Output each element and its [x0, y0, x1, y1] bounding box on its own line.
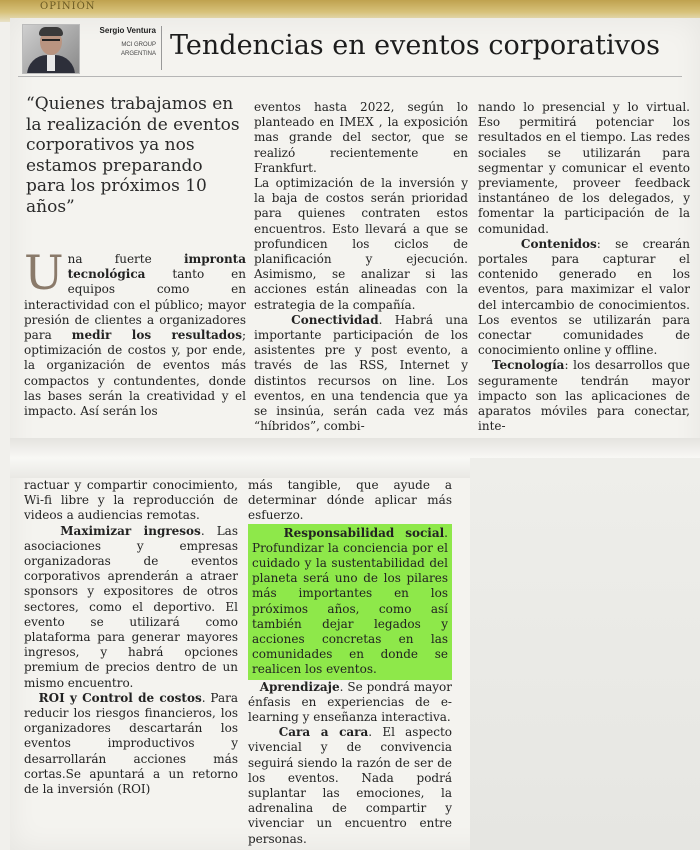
- lower-column-2: [248, 478, 452, 847]
- lead-bold-1: impronta tecnológica: [67, 252, 246, 282]
- col2-optimizacion: La optimización de la inversión y la baja de costos serán prioridad para quienes contraten estos encuentros. Esto llevará a que se profundicen los ciclos de planificación y ejecución. Asimismo, se analizar si las acciones están alineadas con la estrategia de la compañía.: [254, 176, 468, 312]
- responsabilidad-text: . Profundizar la conciencia por el cuidado y la sustentabilidad del planeta será uno de los pilares más importantes en los próximos años, como así también dejar legados y acciones concretas en las comunidades en donde se realicen los eventos.: [252, 525, 448, 677]
- roi-title: ROI y Control de costos: [38, 690, 202, 705]
- conectividad-text: . Habrá una importante participación de los asistentes pre y post evento, a través de las RSS, Internet y distintos recursos on line. Los eventos, en una tendencia que ya se insinúa, serán cada vez más “híbridos”, combi-: [254, 312, 468, 434]
- article-header: [18, 22, 698, 78]
- lower2-cara: [248, 725, 452, 847]
- author-name: Sergio Ventura: [99, 26, 156, 35]
- col3-intro: nando lo presencial y lo virtual. Eso permitirá potenciar los resultados en el tiempo. Las redes sociales se utilizarán para segmentar y comunicar el evento previamente, proveer feedback instantáneo de los delegados, y fomentar la participación de la comunidad.: [478, 100, 690, 236]
- responsabilidad-highlight: [248, 524, 452, 680]
- header-rule: [18, 76, 682, 77]
- author-org: [82, 41, 156, 59]
- responsabilidad-title: Responsabilidad social: [283, 525, 445, 540]
- lower1-intro: ractuar y compartir conocimiento, Wi-fi libre y la reproducción de videos a audiencias remotas.: [24, 478, 238, 523]
- col2-conectividad: [254, 313, 468, 435]
- lead-text-1: na fuerte: [67, 252, 184, 266]
- col2-intro: eventos hasta 2022, según lo planteado en IMEX , la exposición mas grande del sector, que se realizó recientemente en Frankfurt.: [254, 100, 468, 175]
- column-3: [478, 100, 690, 434]
- lower1-maximizar: [24, 524, 238, 691]
- blank-area: [470, 458, 700, 850]
- cara-title: Cara a cara: [278, 725, 369, 740]
- lead-text-2: tanto en equipos como en interactividad con el público; mayor presión de clientes a organizadores para: [24, 267, 246, 343]
- maximizar-title: Maximizar ingresos: [60, 523, 201, 538]
- lower1-roi: [24, 691, 238, 797]
- lower2-aprendizaje: [248, 680, 452, 726]
- drop-cap: U: [24, 246, 64, 301]
- col3-contenidos: [478, 237, 690, 359]
- author-byline: [82, 26, 156, 59]
- cara-text: . El aspecto vivencial y de convivencia seguirá siendo la razón de ser de los eventos. Nada podrá suplantar las emociones, la adrenalina de compartir y vivenciar un encuentro entre personas.: [248, 725, 453, 846]
- lead-bold-2: medir los resultados: [71, 328, 242, 343]
- aprendizaje-title: Aprendizaje: [259, 679, 340, 694]
- pull-quote: “Quienes trabajamos en la realización de eventos corporativos ya nos estamos preparando para los próximos 10 años”: [26, 94, 240, 217]
- column-2: [254, 100, 468, 434]
- lead-paragraph: [24, 246, 246, 419]
- lead-text-3: ; optimización de costos y, por ende, la organización de eventos más compactos y contundentes, donde las bases serán la creatividad y el impacto. Así serán los: [24, 328, 246, 419]
- col3-tecnologia: [478, 358, 690, 434]
- aprendizaje-text: . Se pondrá mayor énfasis en experiencias de e-learning y enseñanza interactiva.: [248, 679, 452, 725]
- maximizar-text: . Las asociaciones y empresas organizadoras de eventos corporativos aprenderán a atraer sponsors y expositores de otros sectores, como el deportivo. El evento se utilizará como plataforma para generar mayores ingresos, y habrá opciones premium de precios dentro de un mismo encuentro.: [24, 523, 238, 690]
- newspaper-clipping: [10, 18, 700, 850]
- section-label: OPINIÓN: [40, 1, 96, 12]
- author-photo: [22, 24, 80, 74]
- contenidos-title: Contenidos: [520, 236, 597, 251]
- tecnologia-title: Tecnología: [491, 358, 565, 373]
- lower-column-1: [24, 478, 238, 797]
- author-org-line2: ARGENTINA: [120, 51, 156, 57]
- header-divider: [161, 26, 162, 70]
- tecnologia-text: : los desarrollos que seguramente tendrán mayor impacto son las aplicaciones de aparatos móviles para conectar, inte-: [478, 358, 690, 434]
- roi-text: . Para reducir los riesgos financieros, los organizadores descartarán los eventos improductivos y desarrollarán acciones más cortas.Se apuntará a un retorno de la inversión (ROI): [24, 690, 238, 797]
- article-headline: Tendencias en eventos corporativos: [170, 30, 660, 61]
- lower2-intro: más tangible, que ayude a determinar dónde aplicar más esfuerzo.: [248, 478, 452, 523]
- contenidos-text: : se crearán portales para capturar el contenido generado en los eventos, para maximizar el valor del intercambio de conocimientos. Los eventos se utilizarán para conectar comunidades de conocimiento online y offline.: [478, 236, 691, 358]
- conectividad-title: Conectividad: [291, 312, 379, 327]
- author-org-line1: MCI GROUP: [121, 42, 156, 48]
